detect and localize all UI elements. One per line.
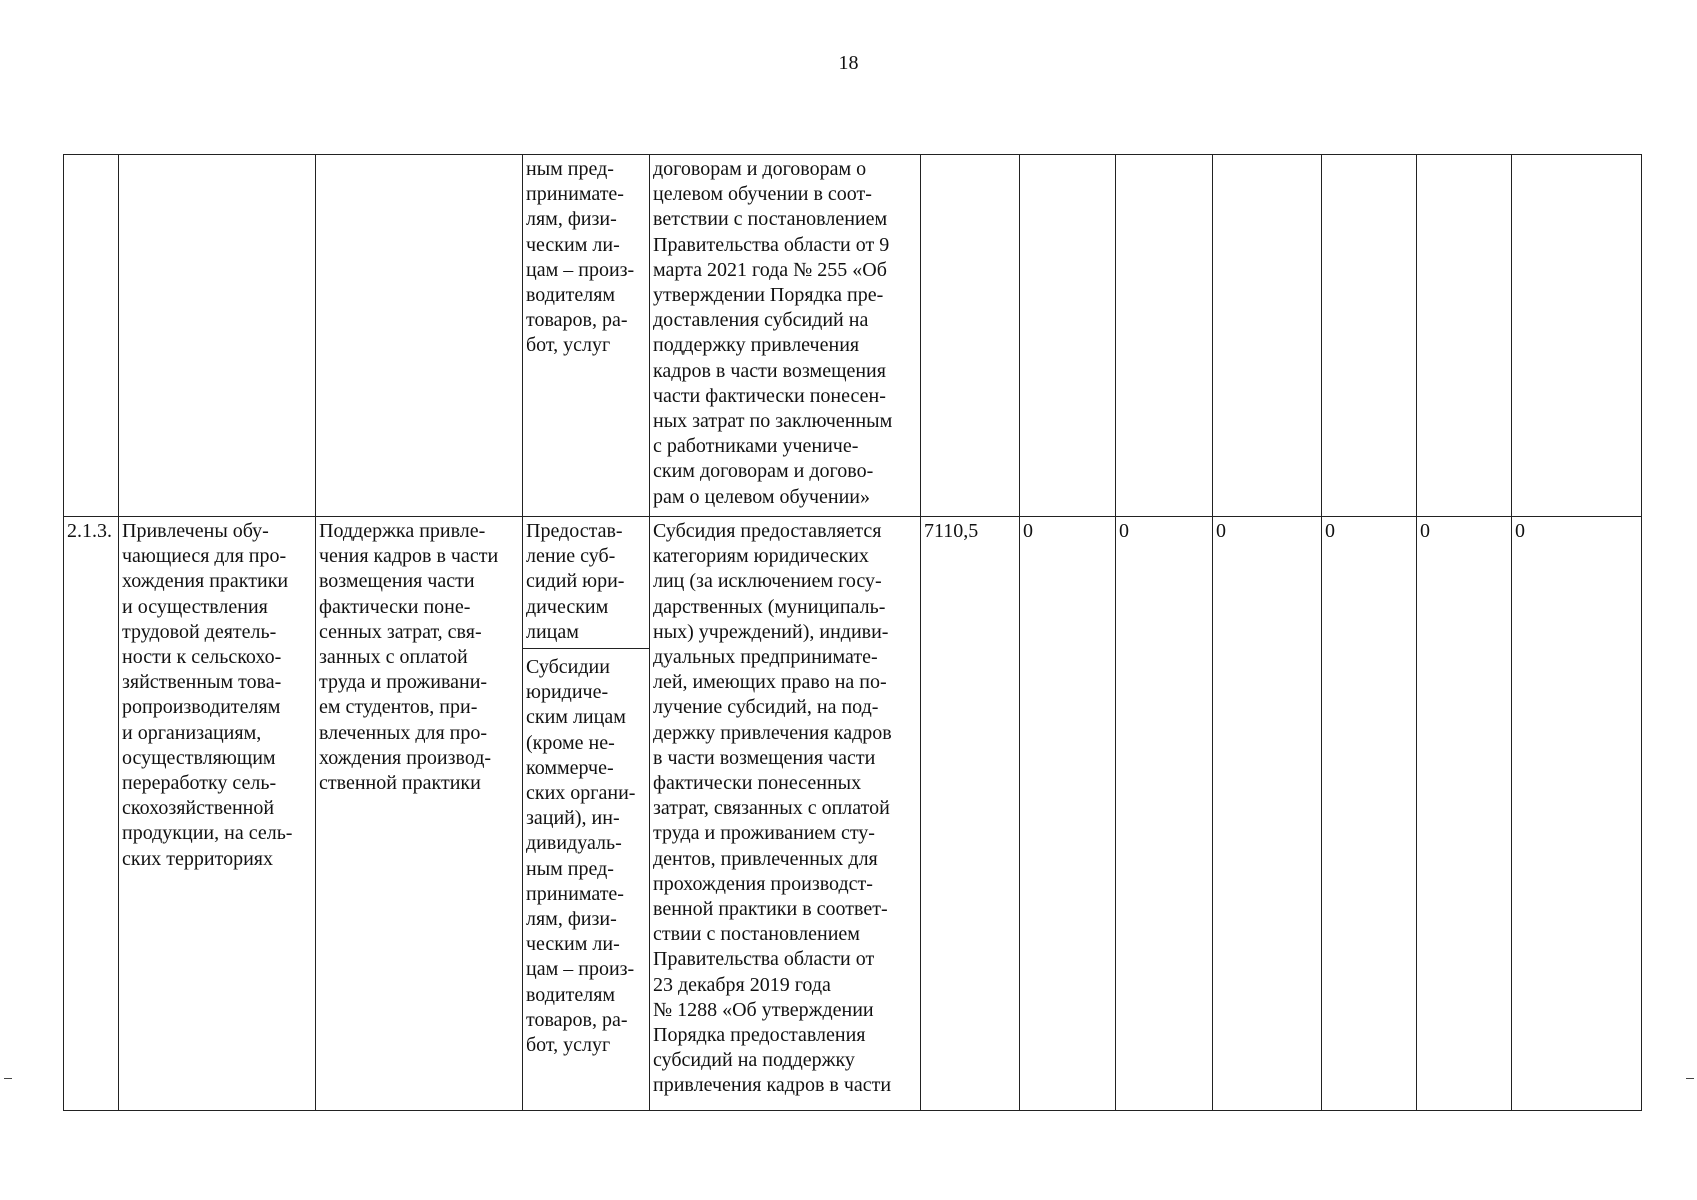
measure-cell [316, 517, 523, 1111]
value-cell [1417, 155, 1512, 517]
value-text: 0 [1023, 520, 1033, 542]
page-number: 18 [838, 52, 859, 74]
scan-margin-mark [1686, 1078, 1694, 1079]
value-text: 7110,5 [924, 520, 979, 542]
value-cell [1213, 517, 1322, 1111]
value-text: 0 [1325, 520, 1335, 542]
value-cell [1213, 155, 1322, 517]
recipients-text: ным пред- принимате- лям, физи- ческим ли- цам – произ- водителям товаров, ра- бот, услуг [526, 158, 635, 357]
recipients-group-text: Предостав- ление суб- сидий юри- дическим лицам [526, 520, 625, 643]
row-id-cell [64, 155, 119, 517]
value-cell [1020, 517, 1116, 1111]
row-id: 2.1.3. [67, 520, 112, 542]
recipients-text: Субсидии юридиче- ским лицам (кроме не- коммерче- ских органи- заций), ин- дивидуаль- ным пред- принимате- лям, физи- ческим ли- цам – произ- водителям товаров, ра- бот, услуг [526, 656, 636, 1057]
measure-text: Поддержка привле- чения кадров в части возмещения части фактически поне- сенных затрат, свя- занных с оплатой труда и проживани- ем студентов, при- влеченных для про- хождения производ- ственной практики [319, 520, 499, 795]
value-cell [1512, 155, 1642, 517]
value-cell [1116, 155, 1213, 517]
value-cell [1116, 517, 1213, 1111]
table-row [64, 517, 1642, 1111]
result-cell [119, 155, 316, 517]
value-text: 0 [1216, 520, 1226, 542]
value-cell [1322, 517, 1417, 1111]
value-cell [921, 155, 1020, 517]
program-table [63, 154, 1642, 1111]
description-text: Субсидия предоставляется категориям юридических лиц (за исключением госу- дарственных (муниципаль- ных) учреждений), индиви- дуальных предпринимате- лей, имеющих право на по- лучение субсидий, на под- держку привлечения кадров в части возмещения части фактически понесенных затрат, связанных с оплатой труда и проживанием сту- дентов, привлеченных для прохождения производст- венной практики в соответ- ствии с постановлением Правительства области от 23 декабря 2019 года № 1288 «Об утверждении Порядка предоставления субсидий на поддержку привлечения кадров в части [653, 520, 892, 1097]
value-text: 0 [1420, 520, 1430, 542]
row-id-cell [64, 517, 119, 1111]
value-cell [1512, 517, 1642, 1111]
value-text: 0 [1515, 520, 1525, 542]
recipients-subgroup [526, 649, 646, 1058]
value-text: 0 [1119, 520, 1129, 542]
result-cell [119, 517, 316, 1111]
recipients-group [523, 519, 649, 649]
description-text: договорам и договорам о целевом обучении в соот- ветствии с постановлением Правительства области от 9 марта 2021 года № 255 «Об утверждении Порядка пре- доставления субсидий на поддержку привлечения кадров в части возмещения части фактически понесен- ных затрат по заключенным с работниками учениче- ским договорам и догово- рам о целевом обучении» [653, 158, 893, 508]
value-cell [921, 517, 1020, 1111]
result-text: Привлечены обу- чающиеся для про- хождения практики и осуществления трудовой деятель- ности к сельскохо- зяйственным това- ропроизводителям и организациям, осуществляющим переработку сель- скохозяйственной продукции, на сель- ских территориях [122, 520, 293, 870]
value-cell [1020, 155, 1116, 517]
description-cell [650, 155, 921, 517]
table-row [64, 155, 1642, 517]
description-cell [650, 517, 921, 1111]
recipients-cell [523, 517, 650, 1111]
value-cell [1417, 517, 1512, 1111]
recipients-cell [523, 155, 650, 517]
scan-margin-mark [4, 1078, 12, 1079]
measure-cell [316, 155, 523, 517]
value-cell [1322, 155, 1417, 517]
